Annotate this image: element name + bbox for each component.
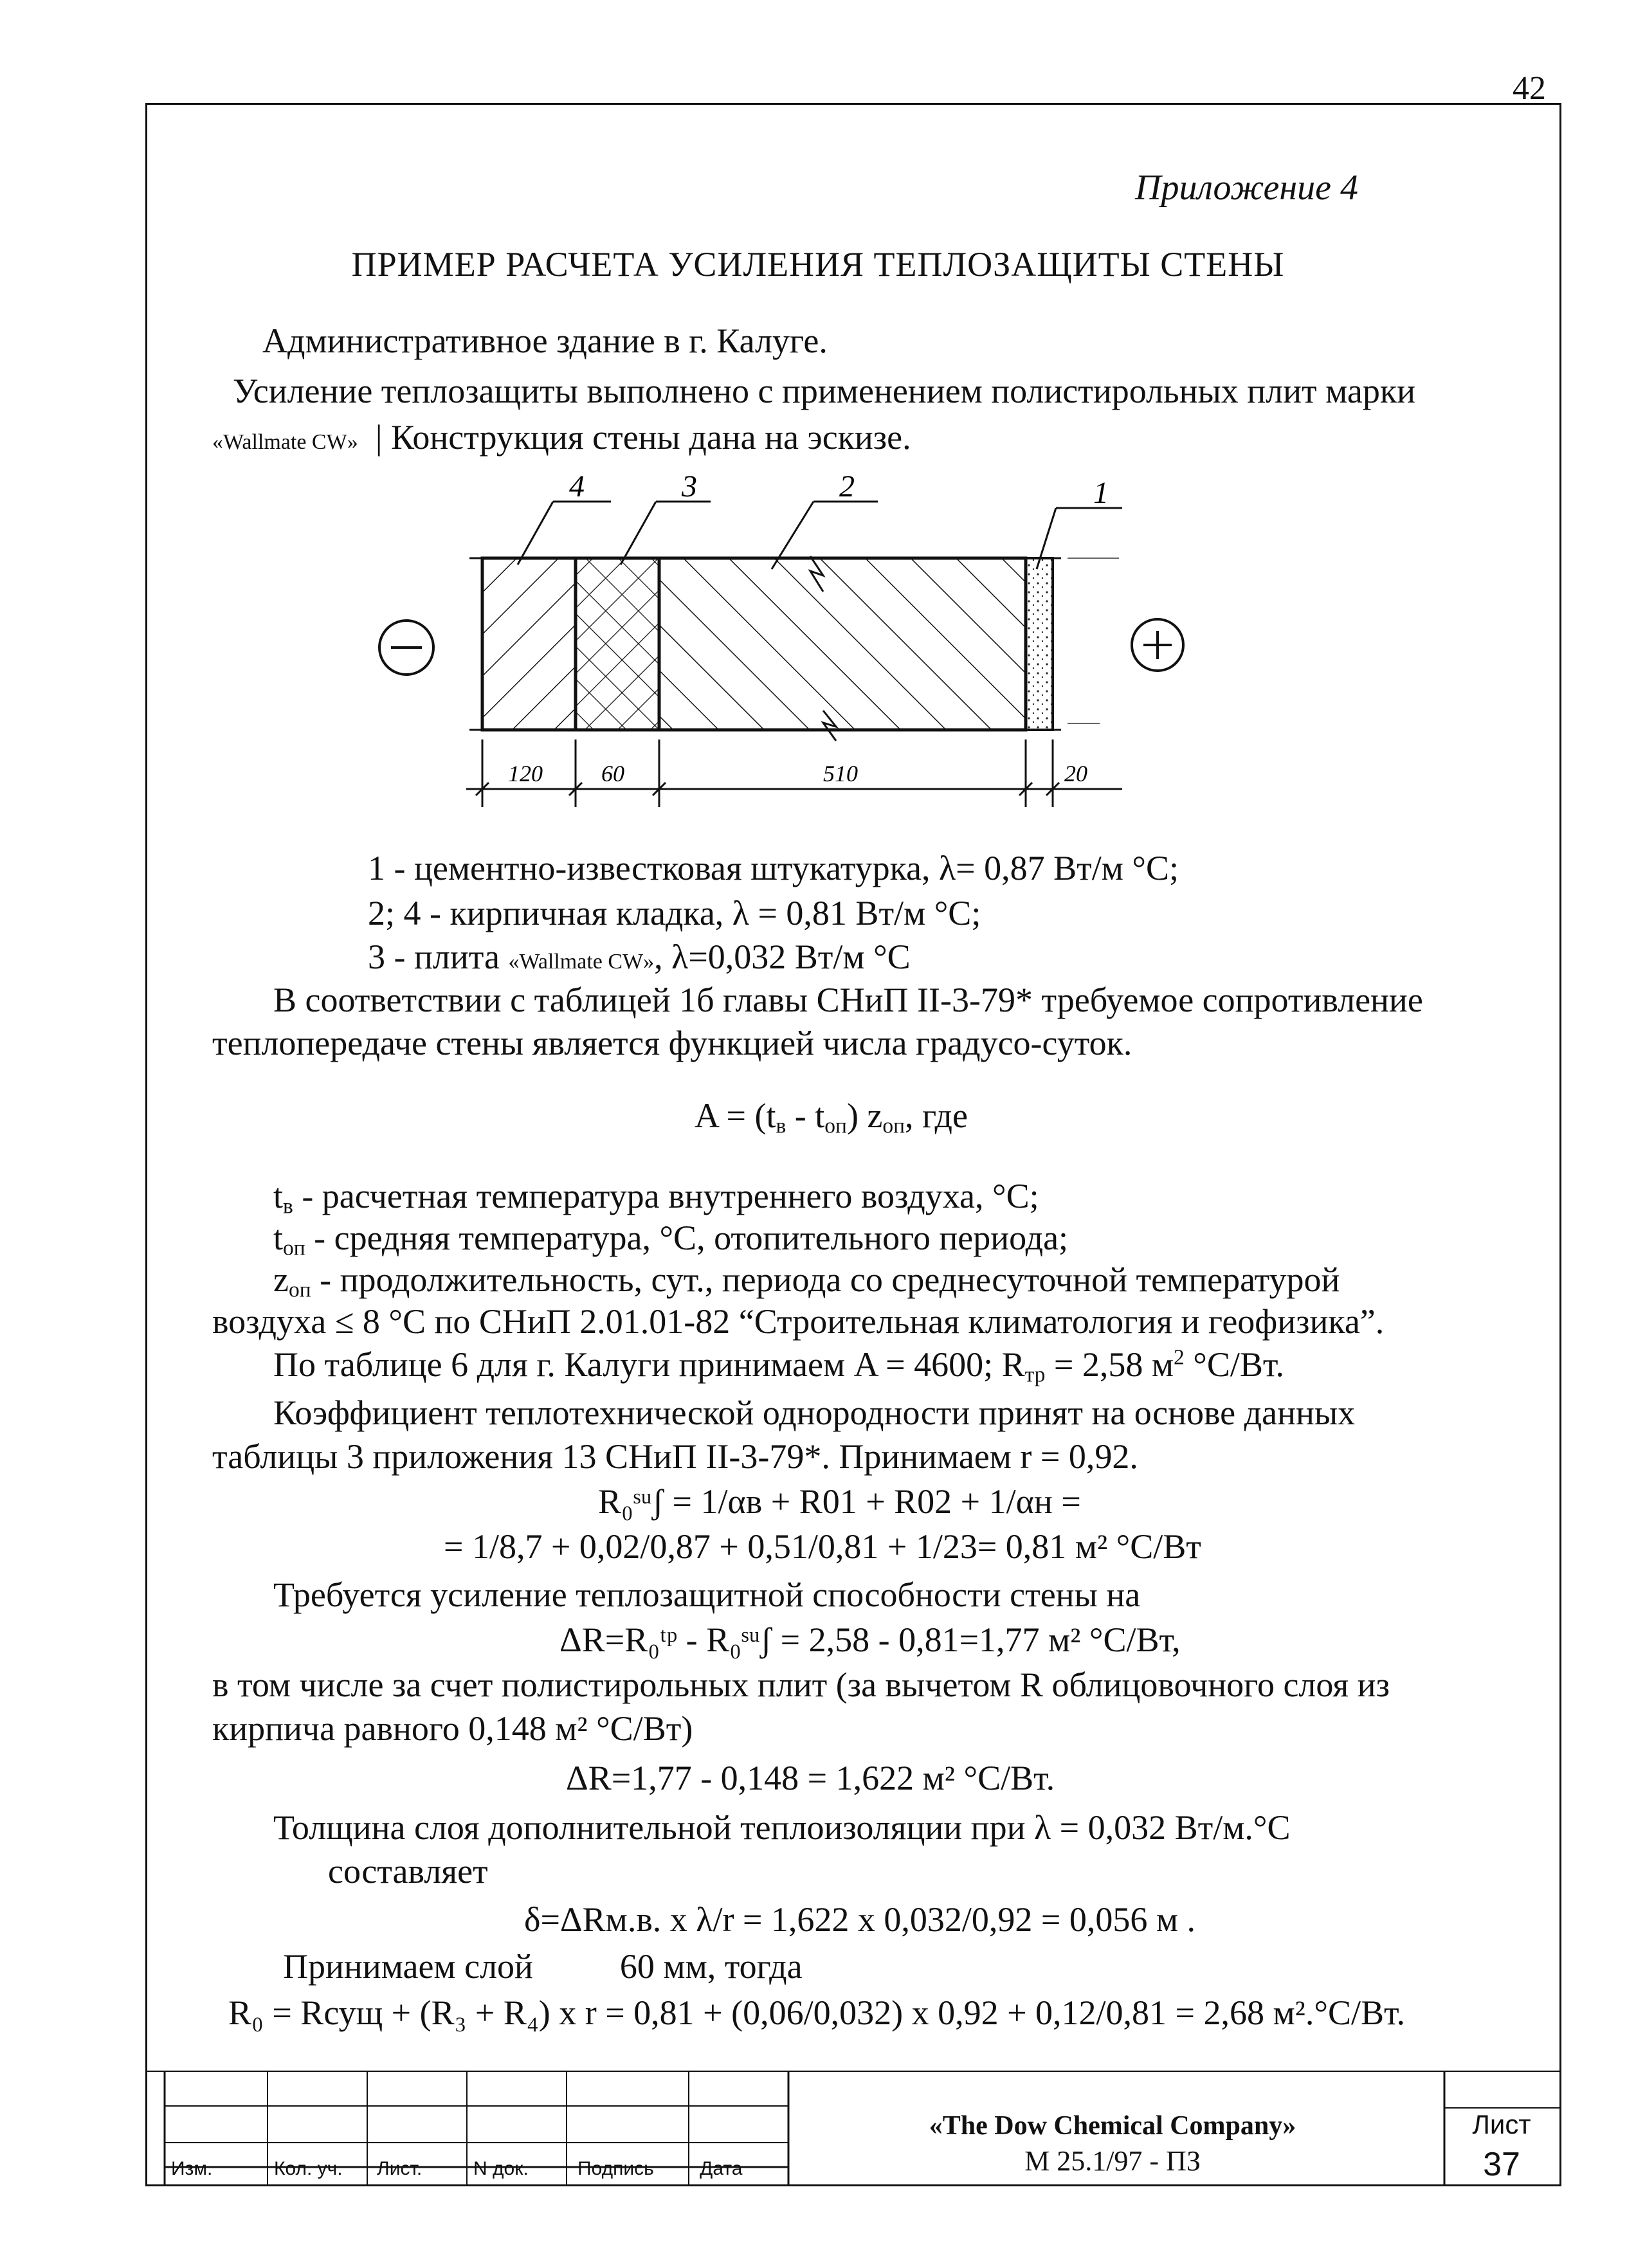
label-4: 4 [569, 469, 585, 503]
label-1: 1 [1093, 476, 1109, 510]
wall-section-diagram [360, 463, 1248, 823]
paragraph-2: По таблице 6 для г. Калуги принимаем A = 4600; $R_{тр} = 2,58$ $м^2$ °С/Вт. [273, 1345, 1284, 1387]
col-list: Лист. [377, 2158, 423, 2179]
paragraph-6b: составляет [328, 1852, 488, 1891]
dim-510: 510 [823, 761, 858, 786]
layer-2-brick [659, 558, 1026, 730]
paragraph-1b: теплопередаче стены является функцией числа градусо-суток. [212, 1024, 1132, 1062]
final-r0-formula: R₀ = Rсущ + (R₃ + R₄) x r = 0,81 + (0,06/0,032) x 0,92 + 0,12/0,81 = 2,68 м².°С/Вт. [228, 1993, 1406, 2032]
col-n-dok: N док. [473, 2158, 529, 2179]
legend-item-1: 1 - цементно-известковая штукатурка, λ= 0,87 Вт/м °С; [368, 849, 1179, 887]
col-izm: Изм. [171, 2158, 213, 2179]
label-3: 3 [682, 469, 697, 503]
sheet-number: 37 [1483, 2146, 1520, 2183]
paragraph-3a: Коэффициент теплотехнической однородности принят на основе данных [273, 1393, 1356, 1432]
sheet-label: Лист [1472, 2109, 1531, 2139]
definition-tv: $t_в$ - расчетная температура внутреннего воздуха, °С; [273, 1177, 1039, 1219]
delta-r-formula-1: ΔR=R₀ᵗᵖ - R₀ˢᵘʃ = 2,58 - 0,81=1,77 м² °С/Вт, [559, 1620, 1181, 1659]
formula-A: $A = (t_в - t_{оп})$ $z_{оп}$, где [695, 1096, 968, 1138]
layer-4-brick [482, 558, 576, 730]
delta-thickness-formula: δ=ΔRм.в. x λ/r = 1,622 x 0,032/0,92 = 0,056 м . [524, 1900, 1196, 1939]
paragraph-5b: кирпича равного 0,148 м² °С/Вт) [212, 1709, 693, 1748]
r0-formula-line-2: = 1/8,7 + 0,02/0,87 + 0,51/0,81 + 1/23= 0,81 м² °С/Вт [444, 1527, 1201, 1566]
page-title: ПРИМЕР РАСЧЕТА УСИЛЕНИЯ ТЕПЛОЗАЩИТЫ СТЕНЫ [351, 245, 1285, 284]
dim-120: 120 [508, 761, 543, 786]
r0-formula-line-1: R₀ˢᵘʃ = 1/αв + R01 + R02 + 1/αн = [598, 1482, 1081, 1521]
intro-line-2: Усиление теплозащиты выполнено с применением полистирольных плит марки [233, 372, 1416, 410]
paragraph-3b: таблицы 3 приложения 13 СНиП II-3-79*. Принимаем r = 0,92. [212, 1437, 1138, 1476]
paragraph-4: Требуется усиление теплозащитной способности стены на [273, 1575, 1141, 1614]
col-kol-uch: Кол. уч. [274, 2158, 343, 2179]
col-podpis: Подпись [577, 2158, 654, 2179]
definition-zop-2: воздуха ≤ 8 °С по СНиП 2.01.01-82 “Строительная климатология и геофизика”. [212, 1302, 1385, 1341]
document-code: М 25.1/97 - ПЗ [1024, 2145, 1201, 2177]
paragraph-5a: в том числе за счет полистирольных плит (за вычетом R облицовочного слоя из [212, 1665, 1390, 1704]
company-name: «The Dow Chemical Company» [929, 2111, 1296, 2141]
col-data: Дата [700, 2158, 743, 2179]
brand-name: «Wallmate CW» [212, 430, 358, 454]
intro-line-1: Административное здание в г. Калуге. [262, 322, 828, 360]
intro-line-3: «Wallmate CW» | Конструкция стены дана на эскизе. [212, 418, 911, 457]
appendix-label: Приложение 4 [1135, 168, 1358, 208]
title-block-revision-table [166, 2103, 790, 2182]
legend-item-3: 3 - плита «Wallmate CW», λ=0,032 Вт/м °С [368, 938, 911, 976]
dim-20: 20 [1064, 761, 1087, 786]
label-2: 2 [839, 469, 855, 503]
paragraph-1a: В соответствии с таблицей 1б главы СНиП II-3-79* требуемое сопротивление [273, 981, 1423, 1019]
paragraph-7: Принимаем слой 60 мм, тогда [283, 1947, 803, 1986]
definition-top: $t_{оп}$ - средняя температура, °С, отопительного периода; [273, 1219, 1069, 1260]
definition-zop: $z_{оп}$ - продолжительность, сут., периода со среднесуточной температурой [273, 1260, 1340, 1302]
page-number: 42 [1513, 70, 1546, 107]
dim-60: 60 [601, 761, 624, 786]
layer-1-plaster [1026, 558, 1053, 730]
delta-r-formula-2: ΔR=1,77 - 0,148 = 1,622 м² °С/Вт. [566, 1759, 1055, 1797]
legend-item-2: 2; 4 - кирпичная кладка, λ = 0,81 Вт/м °С; [368, 894, 981, 932]
layer-3-insulation [576, 558, 659, 730]
paragraph-6a: Толщина слоя дополнительной теплоизоляции при λ = 0,032 Вт/м.°С [273, 1808, 1291, 1847]
